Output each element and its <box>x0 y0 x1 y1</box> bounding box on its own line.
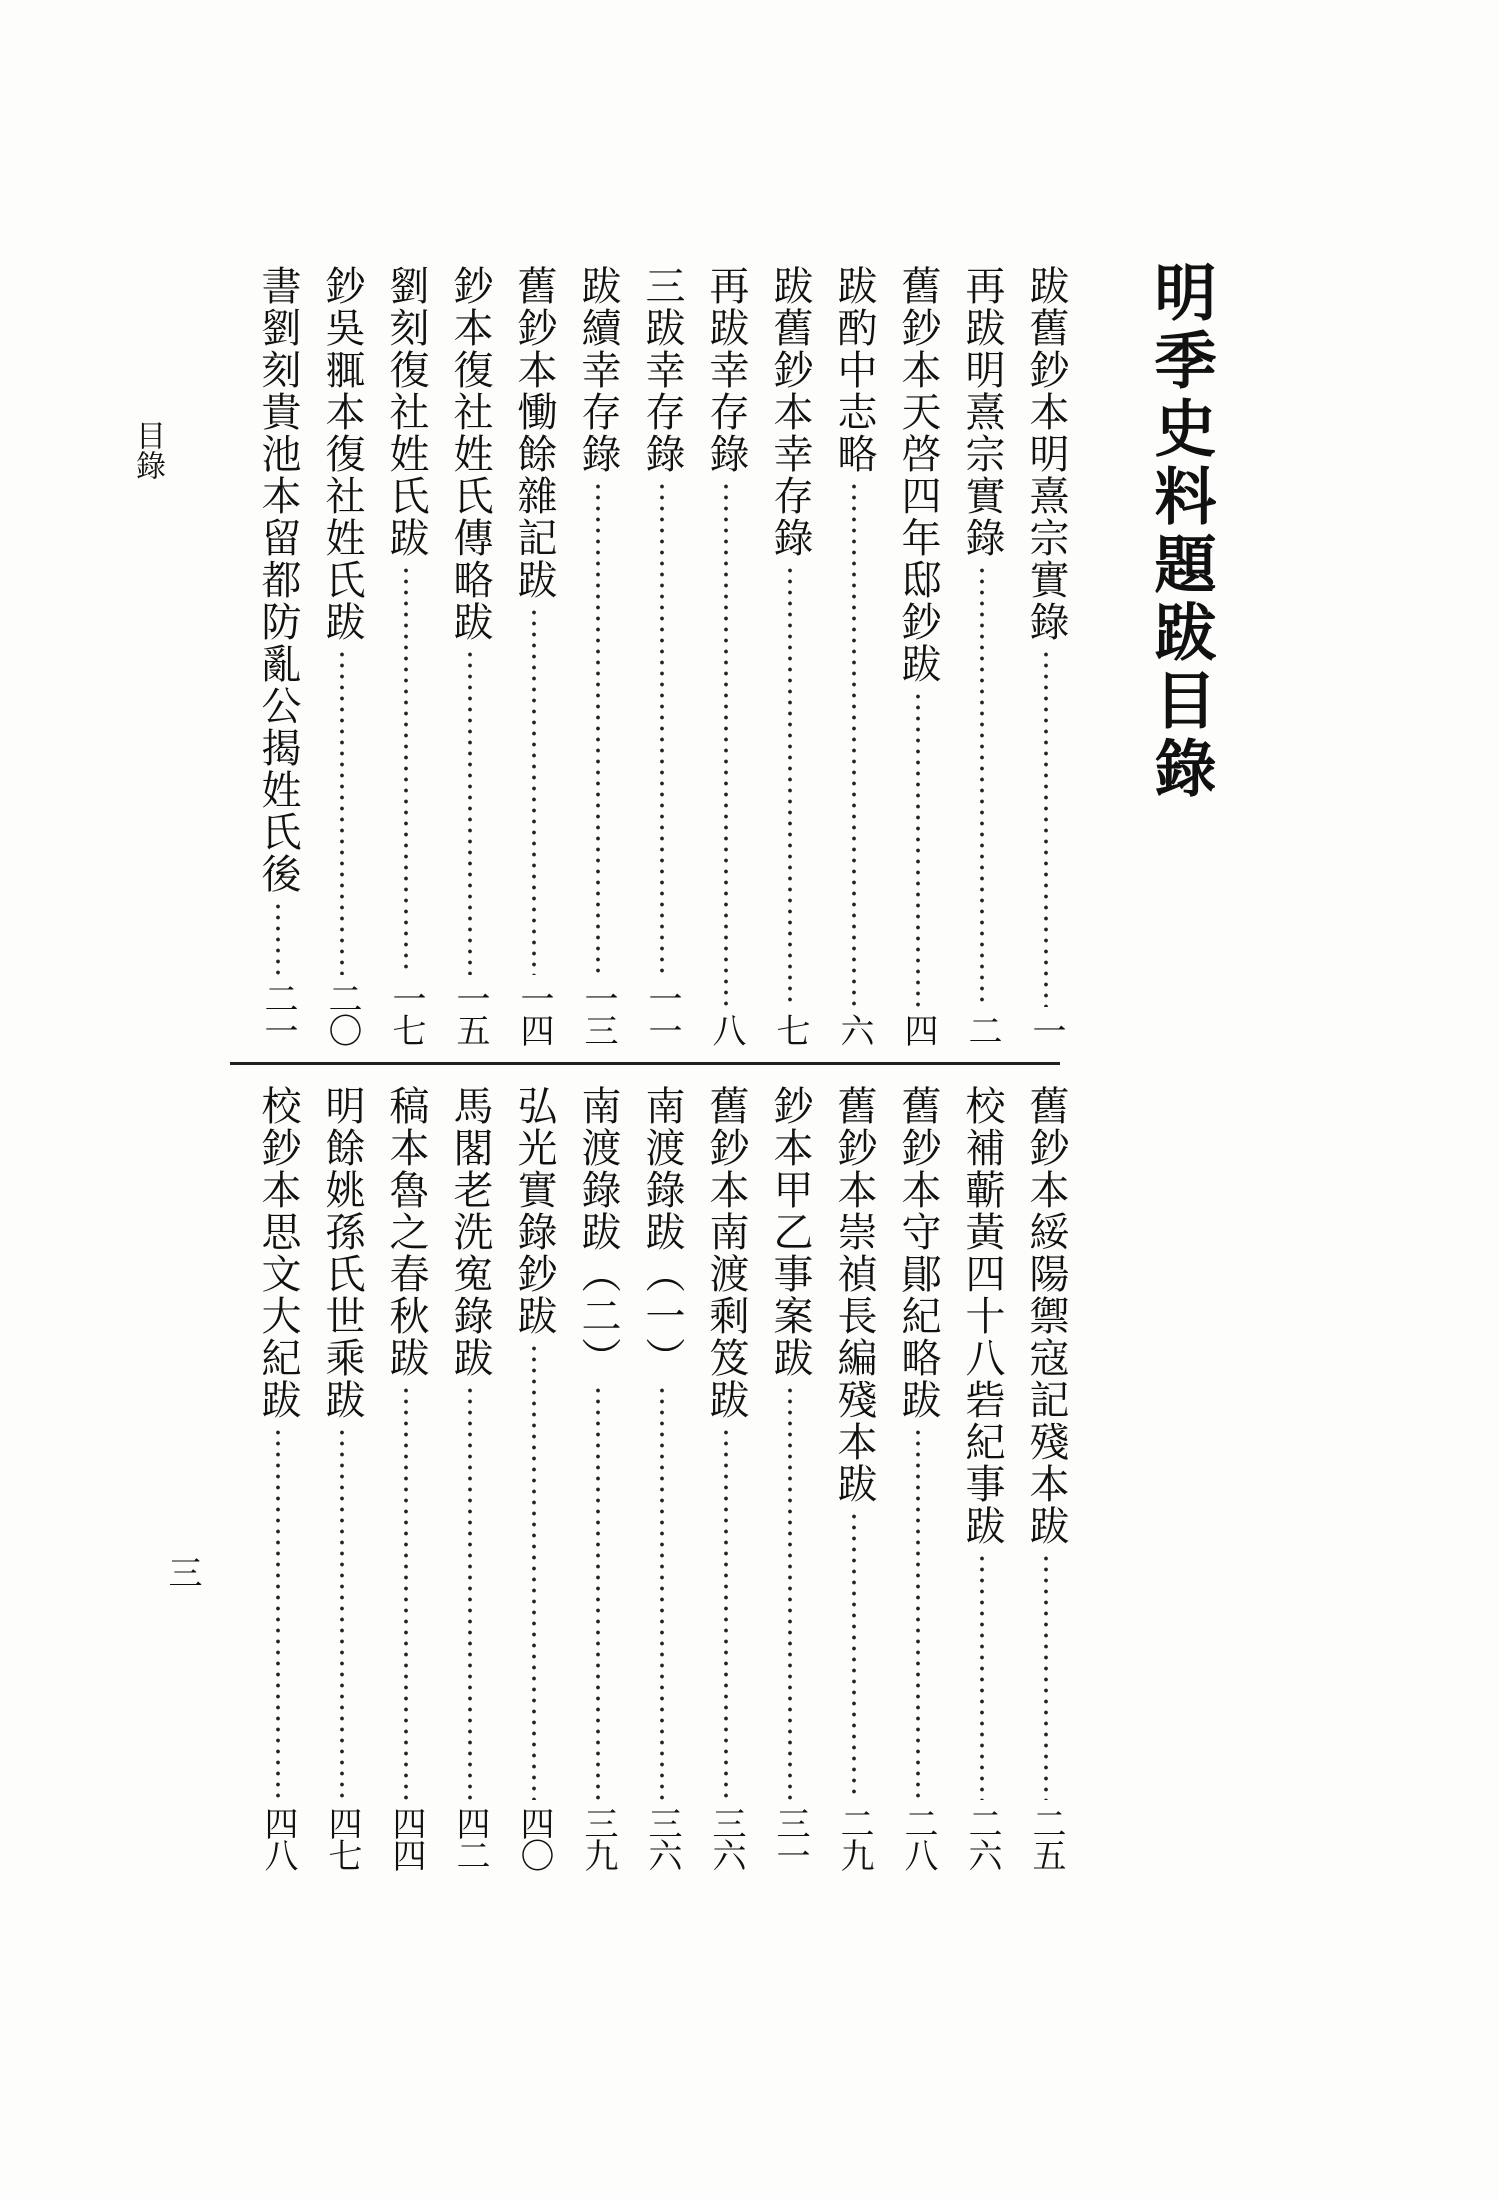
entry-page-number: 四〇 <box>514 1806 554 1870</box>
entry-title: 跋續幸存錄 <box>575 265 621 475</box>
entry-page-number: 一 <box>1026 1013 1066 1045</box>
leader-dots <box>979 1553 985 1800</box>
toc-entry <box>887 265 949 1045</box>
entry-title: 鈔本復社姓氏傳略跋 <box>447 265 493 643</box>
entry-title: 舊鈔本崇禎長編殘本跋 <box>831 1085 877 1505</box>
leader-dots <box>467 649 473 975</box>
entry-title: 舊鈔本天啓四年邸鈔跋 <box>895 265 941 685</box>
toc-entry <box>503 265 565 1045</box>
entry-page-number: 七 <box>770 1013 810 1045</box>
entry-title: 跋舊鈔本明熹宗實錄 <box>1023 265 1069 643</box>
leader-dots <box>787 565 793 1007</box>
toc-entry <box>823 265 885 1045</box>
entry-page-number: 三六 <box>706 1806 746 1870</box>
entry-title: 弘光實錄鈔跋 <box>511 1085 557 1337</box>
leader-dots <box>531 1343 537 1800</box>
leader-dots <box>467 1385 473 1800</box>
entry-page-number: 八 <box>706 1013 746 1045</box>
toc-entry <box>951 1085 1013 1870</box>
entry-page-number: 二一 <box>258 981 298 1045</box>
toc-entry <box>1015 1085 1077 1870</box>
entry-page-number: 二〇 <box>322 981 362 1045</box>
folio-page-number: 三 <box>162 1555 202 1589</box>
toc-entry <box>951 265 1013 1045</box>
entry-title: 跋舊鈔本幸存錄 <box>767 265 813 559</box>
entry-page-number: 四七 <box>322 1806 362 1870</box>
toc-entry <box>439 1085 501 1870</box>
toc-entry <box>375 265 437 1045</box>
leader-dots <box>403 565 409 975</box>
leader-dots <box>403 1385 409 1800</box>
toc-entry <box>567 1085 629 1870</box>
entry-title: 馬閣老洗寃錄跋 <box>447 1085 493 1379</box>
leader-dots <box>787 1385 793 1800</box>
leader-dots <box>595 1385 601 1800</box>
leader-dots <box>915 1427 921 1800</box>
toc-entry <box>503 1085 565 1870</box>
running-head: 目錄 <box>130 420 165 480</box>
leader-dots <box>339 1427 345 1800</box>
entry-title: 南渡錄跋（一） <box>639 1085 685 1379</box>
toc-entry <box>247 1085 309 1870</box>
toc-entry <box>1015 265 1077 1045</box>
toc-entry <box>695 1085 757 1870</box>
toc-entry <box>567 265 629 1045</box>
entry-title: 明餘姚孫氏世乘跋 <box>319 1085 365 1421</box>
entry-title: 再跋幸存錄 <box>703 265 749 475</box>
leader-dots <box>1043 1553 1049 1800</box>
entry-page-number: 三六 <box>642 1806 682 1870</box>
entry-title: 校補蘄黃四十八砦紀事跋 <box>959 1085 1005 1547</box>
entry-title: 舊鈔本守鄖紀略跋 <box>895 1085 941 1421</box>
entry-title: 校鈔本思文大紀跋 <box>255 1085 301 1421</box>
entry-title: 鈔吳䎎本復社姓氏跋 <box>319 265 365 643</box>
entry-page-number: 四八 <box>258 1806 298 1870</box>
entry-title: 舊鈔本綏陽禦寇記殘本跋 <box>1023 1085 1069 1547</box>
entry-page-number: 二 <box>962 1013 1002 1045</box>
leader-dots <box>339 649 345 975</box>
entry-title: 再跋明熹宗實錄 <box>959 265 1005 559</box>
toc-entry <box>823 1085 885 1870</box>
leader-dots <box>595 481 601 975</box>
entry-page-number: 一四 <box>514 981 554 1045</box>
leader-dots <box>851 481 857 1007</box>
entry-title: 書劉刻貴池本留都防亂公揭姓氏後 <box>255 265 301 895</box>
toc-entry <box>375 1085 437 1870</box>
leader-dots <box>531 607 537 975</box>
entry-page-number: 四二 <box>450 1806 490 1870</box>
entry-page-number: 二八 <box>898 1806 938 1870</box>
entry-page-number: 二九 <box>834 1806 874 1870</box>
toc-entry <box>311 265 373 1045</box>
leader-dots <box>723 1427 729 1800</box>
leader-dots <box>659 481 665 975</box>
entry-title: 舊鈔本南渡剩笈跋 <box>703 1085 749 1421</box>
leader-dots <box>275 901 281 975</box>
leader-dots <box>979 565 985 1007</box>
leader-dots <box>275 1427 281 1800</box>
entry-page-number: 二六 <box>962 1806 1002 1870</box>
entry-page-number: 一七 <box>386 981 426 1045</box>
toc-entry <box>759 265 821 1045</box>
entry-page-number: 六 <box>834 1013 874 1045</box>
entry-page-number: 三一 <box>770 1806 810 1870</box>
entry-page-number: 一一 <box>642 981 682 1045</box>
entry-page-number: 四四 <box>386 1806 426 1870</box>
entry-title: 南渡錄跋（二） <box>575 1085 621 1379</box>
entry-title: 鈔本甲乙事案跋 <box>767 1085 813 1379</box>
entry-page-number: 二五 <box>1026 1806 1066 1870</box>
toc-entry <box>631 265 693 1045</box>
entry-page-number: 一五 <box>450 981 490 1045</box>
toc-entry <box>631 1085 693 1870</box>
entry-title: 稿本魯之春秋跋 <box>383 1085 429 1379</box>
toc-entry <box>311 1085 373 1870</box>
toc-entry <box>439 265 501 1045</box>
toc-entry <box>695 265 757 1045</box>
leader-dots <box>1043 649 1049 1007</box>
section-divider-rule <box>230 1062 1060 1065</box>
leader-dots <box>723 481 729 1007</box>
entry-page-number: 四 <box>898 1013 938 1045</box>
entry-page-number: 三九 <box>578 1806 618 1870</box>
toc-entry <box>759 1085 821 1870</box>
leader-dots <box>659 1385 665 1800</box>
page-title: 明季史料題跋目錄 <box>1144 260 1217 804</box>
entry-title: 劉刻復社姓氏跋 <box>383 265 429 559</box>
entry-title: 舊鈔本慟餘雜記跋 <box>511 265 557 601</box>
toc-entry <box>887 1085 949 1870</box>
entry-title: 跋酌中志略 <box>831 265 877 475</box>
leader-dots <box>915 691 921 1007</box>
entry-title: 三跋幸存錄 <box>639 265 685 475</box>
leader-dots <box>851 1511 857 1800</box>
toc-entry <box>247 265 309 1045</box>
entry-page-number: 一三 <box>578 981 618 1045</box>
